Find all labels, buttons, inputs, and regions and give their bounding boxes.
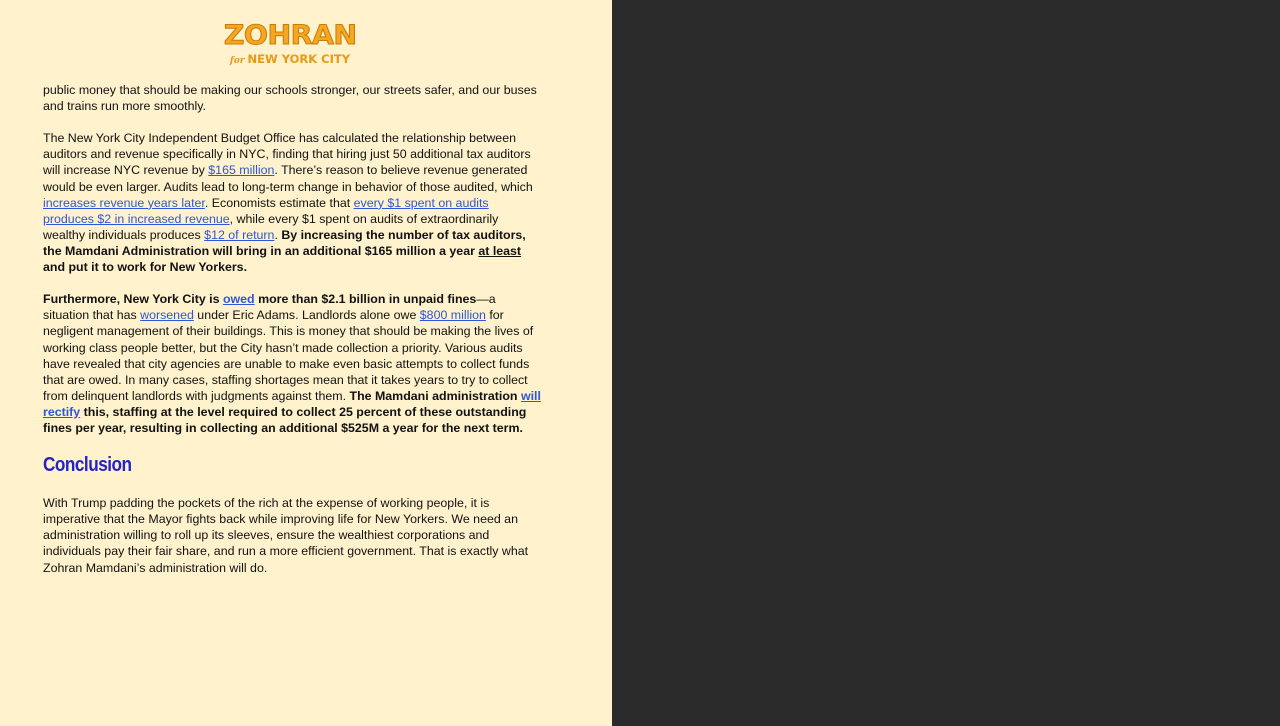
text: The New York City Independent Budget Office has calculated the relationship between auditors and revenue specifically in NYC, finding that hiring just 50 additional tax auditors will increase NYC revenue by	[43, 131, 531, 178]
link-12-of-return[interactable]: $12 of return	[204, 227, 275, 242]
article-body	[43, 82, 543, 592]
empty-side-panel	[612, 0, 1280, 726]
campaign-logo[interactable]	[0, 20, 580, 68]
text: —a situation that has	[43, 292, 496, 323]
link-increases-revenue[interactable]: increases revenue years later	[43, 195, 205, 210]
conclusion-heading: Conclusion	[43, 454, 132, 477]
text: under Eric Adams. Landlords alone owe	[193, 308, 420, 323]
paragraph-conclusion: With Trump padding the pockets of the rich at the expense of working people, it is imperative that the Mayor fights back while improving life for New Yorkers. We need an administration willing to roll up its sleeves, ensure the wealthiest corporations and individuals pay their fair share, and run a more efficient government. That is exactly what Zohran Mamdani’s administration will do.	[43, 496, 529, 575]
paragraph-unpaid-fines	[43, 291, 543, 436]
bold-text: more than $2.1 billion in unpaid fines	[254, 292, 477, 307]
text: . Economists estimate that	[204, 195, 354, 210]
text: for negligent management of their buildings. This is money that should be making the lives of working class people better, but the City hasn’t made collection a priority. Various audits have revealed that city agencies are unable to make even basic attempts to collect funds that are owed. In many cases, staffing shortages mean that it takes years to try to collect from delinquent landlords with judgments against them.	[43, 308, 534, 403]
article-panel	[0, 0, 612, 726]
link-800-million[interactable]: $800 million	[419, 308, 486, 323]
bold-underlined-text: at least	[478, 243, 522, 258]
paragraph-intro: public money that should be making our schools stronger, our streets safer, and our buses and trains run more smoothly.	[43, 83, 537, 114]
text: .	[274, 227, 282, 242]
text: , while every $1 spent on audits of extraordinarily wealthy individuals produces	[43, 211, 499, 242]
bold-text: By increasing the number of tax auditors, the Mamdani Administration will bring in an additional $165 million a year	[43, 227, 526, 258]
logo-subtitle	[0, 52, 580, 68]
logo-city: NEW YORK CITY	[247, 52, 351, 66]
paragraph-tax-auditors	[43, 130, 543, 275]
bold-text: Furthermore, New York City is	[43, 292, 223, 307]
bold-text: The Mamdani administration	[349, 388, 521, 403]
bold-text: and put it to work for New Yorkers.	[43, 260, 248, 275]
link-will-rectify[interactable]: will rectify	[43, 388, 541, 419]
link-every-dollar-audits[interactable]: every $1 spent on audits produces $2 in increased revenue	[43, 195, 489, 226]
logo-for: for	[229, 56, 245, 66]
text: . There’s reason to believe revenue generated would be even larger. Audits lead to long-term change in behavior of those audited, which	[43, 163, 533, 194]
link-owed[interactable]: owed	[222, 292, 255, 307]
logo-wordmark: ZOHRAN	[223, 20, 357, 51]
bold-text: this, staffing at the level required to collect 25 percent of these outstanding fines per year, resulting in collecting an additional $525M a year for the next term.	[43, 404, 527, 435]
link-165-million[interactable]: $165 million	[208, 163, 275, 178]
link-worsened[interactable]: worsened	[140, 308, 194, 323]
